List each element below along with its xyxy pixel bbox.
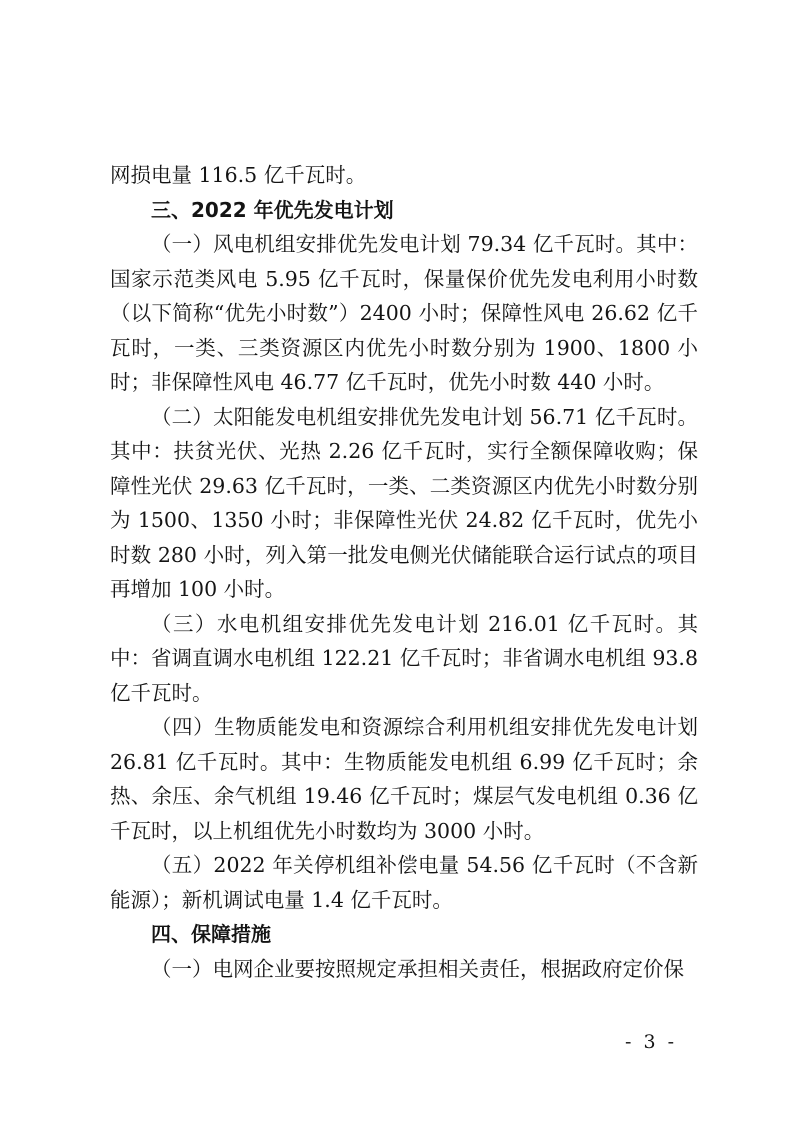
document-body: [110, 158, 698, 986]
page-number: - 3 -: [625, 1031, 678, 1053]
paragraph-hydro-power: （三）水电机组安排优先发电计划 216.01 亿千瓦时。其中：省调直调水电机组 122.21 亿千瓦时；非省调水电机组 93.8 亿千瓦时。: [110, 611, 698, 705]
paragraph-network-loss: 网损电量 116.5 亿千瓦时。: [110, 163, 367, 187]
paragraph-grid-responsibility: （一）电网企业要按照规定承担相关责任，根据政府定价保: [151, 956, 684, 981]
paragraph-wind-power: （一）风电机组安排优先发电计划 79.34 亿千瓦时。其中：国家示范类风电 5.95 亿千瓦时，保量保价优先发电利用小时数（以下简称“优先小时数”）2400 小时；保障性风电 26.62 亿千瓦时，一类、三类资源区内优先小时数分别为 1900、1800 小时；非保障性风电 46.77 亿千瓦时，优先小时数 440 小时。: [110, 232, 698, 394]
section-heading-safeguards: 四、保障措施: [151, 922, 271, 946]
paragraph-solar-power: （二）太阳能发电机组安排优先发电计划 56.71 亿千瓦时。其中：扶贫光伏、光热 2.26 亿千瓦时，实行全额保障收购；保障性光伏 29.63 亿千瓦时，一类、二类资源区内优先小时数分别为 1500、1350 小时；非保障性光伏 24.82 亿千瓦时，优先小时数 280 小时，列入第一批发电侧光伏储能联合运行试点的项目再增加 100 小时。: [110, 404, 698, 601]
paragraph-shutdown-compensation: （五）2022 年关停机组补偿电量 54.56 亿千瓦时（不含新能源）；新机调试电量 1.4 亿千瓦时。: [110, 853, 698, 912]
section-heading-2022-plan: 三、2022 年优先发电计划: [151, 197, 394, 222]
paragraph-biomass-power: （四）生物质能发电和资源综合利用机组安排优先发电计划 26.81 亿千瓦时。其中：生物质能发电机组 6.99 亿千瓦时；余热、余压、余气机组 19.46 亿千瓦时；煤层气发电机组 0.36 亿千瓦时，以上机组优先小时数均为 3000 小时。: [110, 715, 698, 843]
